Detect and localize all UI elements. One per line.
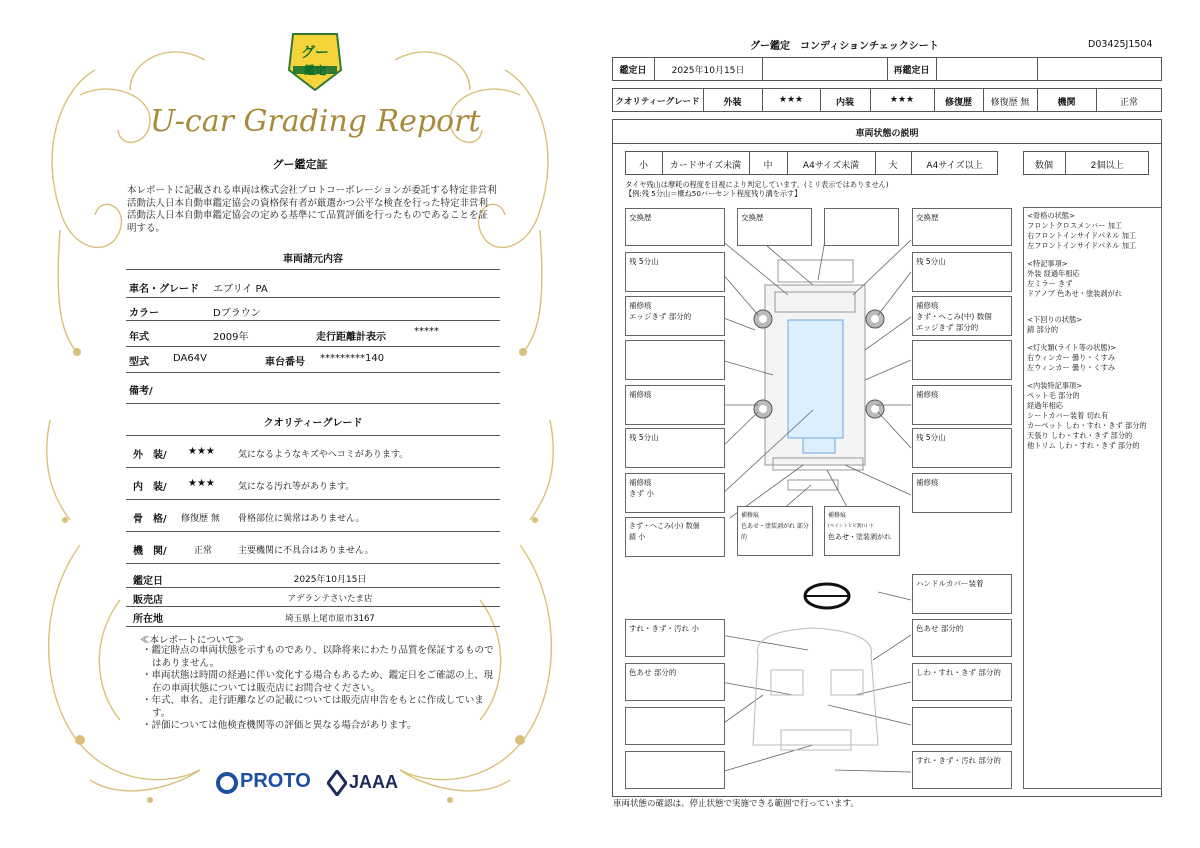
detail-box: [912, 385, 1012, 425]
date-value: 2025年10月15日: [671, 66, 745, 76]
detail-text: きず・へこみ(小) 数個: [629, 522, 700, 530]
note-line: 錆 部分的: [1027, 325, 1059, 334]
detail-box: [625, 473, 725, 513]
divider: [126, 587, 500, 588]
divider: [126, 626, 500, 627]
shop-value: アデランテさいたま店: [287, 594, 373, 604]
note-line: ドアノブ 色あせ・塗装剥がれ: [1027, 289, 1122, 298]
jaaa-logo-icon: [327, 770, 347, 796]
int-label: 内装: [835, 98, 854, 108]
divider: [126, 435, 500, 436]
detail-text: きず 小: [629, 489, 654, 498]
note-item: ・年式、車名、走行距離などの記載については販売店申告をもとに作成しています。: [142, 695, 484, 719]
legend-big-value: A4サイズ以上: [926, 161, 983, 171]
notes-list: [142, 645, 497, 733]
note-line: フロントクロスメンバー 加工: [1027, 221, 1123, 230]
exterior-label: 外 装/: [133, 450, 167, 461]
special-notes-panel: [1023, 207, 1162, 789]
year-value: 2009年: [213, 332, 249, 343]
footer-note: 車両状態の確認は、停止状態で実施できる範囲で行っています。: [613, 799, 859, 809]
divider: [126, 499, 500, 500]
location-value: 埼玉県上尾市原市3167: [285, 614, 375, 624]
mileage-label: 走行距離計表示: [316, 332, 386, 343]
divider: [126, 563, 500, 564]
divider: [126, 606, 500, 607]
detail-text: 残 5分山: [629, 433, 659, 442]
detail-text: (ペイントヒビ割れ) 小: [828, 524, 874, 529]
note-line: <特記事項>: [1027, 259, 1068, 268]
detail-text: 補修痕: [916, 478, 939, 487]
remarks-label: 備考/: [129, 386, 153, 397]
section-title: 車両状態の説明: [855, 129, 919, 139]
note-line: シートカバー装着 切れ有: [1027, 411, 1109, 420]
note-line: 左フロントインサイドパネル 加工: [1027, 241, 1137, 250]
detail-text: 交換歴: [916, 213, 939, 222]
shop-label: 販売店: [133, 595, 163, 606]
detail-text: 交換歴: [741, 213, 764, 222]
divider: [126, 372, 500, 373]
detail-box: [912, 208, 1012, 246]
note-line: <灯火類(ライト等の状態)>: [1027, 343, 1117, 352]
date-value: 2025年10月15日: [293, 575, 367, 585]
engine-label: 機関: [1057, 98, 1076, 108]
detail-box: [912, 663, 1012, 701]
detail-box: [737, 506, 813, 556]
detail-text: ハンドルカバー装着: [916, 579, 984, 588]
detail-box: [625, 385, 725, 425]
engine-value: 正常: [194, 546, 213, 556]
interior-label: 内 装/: [133, 482, 167, 493]
detail-text: 補修痕: [629, 478, 652, 487]
chassis-value: *********140: [320, 353, 385, 364]
detail-text: エッジきず 部分的: [916, 323, 979, 332]
note-line: 他トリム しわ・すれ・きず 部分的: [1027, 441, 1140, 450]
engine-text: 主要機関に不具合はありません。: [238, 546, 374, 556]
note-line: ペット毛 部分的: [1027, 391, 1080, 400]
exterior-stars: ★★★: [188, 446, 215, 457]
chassis-label: 車台番号: [265, 357, 305, 368]
qg-label: クオリティーグレード: [615, 97, 700, 107]
divider: [126, 320, 500, 321]
detail-box: [625, 663, 725, 701]
date-label: 鑑定日: [133, 576, 163, 587]
repair-value: 修復歴 無: [990, 98, 1030, 108]
detail-box: [912, 428, 1012, 468]
detail-box: [625, 340, 725, 380]
legend-mid: 中: [763, 161, 773, 171]
detail-box: [625, 619, 725, 657]
badge-top-text: グー: [301, 45, 329, 61]
detail-text: 補修痕: [828, 512, 847, 519]
date-label: 鑑定日: [619, 66, 647, 76]
legend-mid-value: A4サイズ未満: [802, 161, 860, 171]
frame-text: 骨格部位に異常はありません。: [238, 514, 365, 524]
detail-box: [824, 506, 900, 556]
divider: [126, 269, 500, 270]
legend-big: 大: [888, 161, 898, 171]
name-label: 車名・グレード: [129, 284, 199, 295]
frame-label: 骨 格/: [133, 514, 167, 525]
legend-small: 小: [638, 161, 648, 171]
mileage-value: *****: [414, 326, 439, 337]
detail-text: 補修痕: [916, 390, 939, 399]
detail-box: [912, 707, 1012, 745]
divider: [126, 403, 500, 404]
detail-box: [737, 208, 812, 246]
detail-text: 残 5分山: [916, 433, 946, 442]
detail-box: [625, 751, 725, 789]
note-line: 右ウィンカー 曇り・くすみ: [1027, 353, 1116, 362]
detail-box: [912, 574, 1012, 614]
divider: [126, 346, 500, 347]
name-value: エブリイ PA: [213, 284, 268, 295]
legend-count-value: 2個以上: [1090, 161, 1124, 171]
detail-text: 色あせ 部分的: [916, 624, 964, 633]
note-line: <内装特記事項>: [1027, 381, 1083, 390]
detail-box: [625, 517, 725, 557]
detail-box: [912, 751, 1012, 789]
note-line: カーペット しわ・すれ・きず 部分的: [1027, 421, 1147, 430]
exterior-text: 気になるようなキズやヘコミがあります。: [238, 450, 409, 460]
script-title: U-car Grading Report: [150, 104, 481, 139]
divider: [126, 467, 500, 468]
repair-label: 修復歴: [944, 98, 972, 108]
note-line: <骨格の状態>: [1027, 211, 1075, 220]
detail-text: しわ・すれ・きず 部分的: [916, 668, 1001, 677]
document-id: D03425J1504: [1088, 39, 1153, 50]
divider: [126, 531, 500, 532]
note-line: 右フロントインサイドパネル 加工: [1027, 231, 1137, 240]
jaaa-logo-text: JAAA: [349, 772, 399, 792]
intro-text: 本レポートに記載される車両は株式会社プロトコーポレーションが委託する特定非営利活動法人日本自動車鑑定協会の資格保有者が厳選かつ公平な検査を行った特定非営利活動法人日本自動車鑑定協会の定める基準にて品質評価を行ったものであることを証明する。: [127, 185, 497, 234]
proto-logo-text: PROTO: [240, 770, 311, 792]
detail-text: 色あせ・塗装剥がれ: [828, 533, 891, 541]
note-item: ・鑑定時点の車両状態を示すものであり、以降将来にわたり品質を保証するものではありません。: [142, 645, 494, 669]
detail-text: 残 5分山: [916, 257, 946, 266]
year-label: 年式: [129, 332, 149, 343]
engine-label: 機 関/: [133, 546, 167, 557]
location-label: 所在地: [133, 614, 163, 625]
detail-text: 補修痕: [916, 301, 939, 310]
reinspection-label: 再鑑定日: [893, 66, 930, 76]
detail-text: きず・へこみ(中) 数個: [916, 312, 992, 321]
detail-text: 補修痕: [629, 301, 652, 310]
note-line: 天張り しわ・すれ・きず 部分的: [1027, 431, 1133, 440]
detail-box: [912, 252, 1012, 292]
detail-text: 補修痕: [741, 512, 760, 519]
detail-box: [824, 208, 899, 246]
condition-check-sheet: [600, 0, 1200, 848]
detail-text: エッジきず 部分的: [629, 312, 692, 321]
note-line: <下回りの状態>: [1027, 315, 1083, 324]
cert-title: グー鑑定証: [272, 158, 328, 171]
detail-box: [912, 340, 1012, 380]
detail-text: すれ・きず・汚れ 部分的: [916, 756, 1001, 765]
detail-box: [625, 707, 725, 745]
engine-value: 正常: [1119, 98, 1138, 108]
badge-bottom-text: 鑑定: [304, 64, 326, 77]
ext-stars: ★★★: [778, 95, 804, 105]
model-value: DA64V: [173, 353, 207, 364]
detail-box: [625, 252, 725, 292]
model-label: 型式: [129, 357, 149, 368]
proto-logo-icon: [216, 772, 238, 794]
divider: [126, 297, 500, 298]
legend-count: 数個: [1034, 161, 1053, 171]
detail-text: 交換歴: [629, 213, 652, 222]
note-line: 左ミラー きず: [1027, 279, 1073, 288]
legend-small-value: カードサイズ未満: [669, 161, 742, 171]
interior-text: 気になる汚れ等があります。: [238, 482, 355, 492]
color-label: カラー: [129, 308, 159, 319]
detail-box: [912, 296, 1012, 336]
detail-text: 色あせ・塗装剥がれ 部分的: [741, 523, 809, 541]
notes-title: ≪本レポートについて≫: [140, 635, 245, 646]
sheet-title: グー鑑定 コンディションチェックシート: [750, 41, 939, 52]
note-line: 外装 経過年相応: [1027, 269, 1080, 278]
tire-example: 【例:残 5分山＝概ね50パーセント程度残り溝を示す】: [625, 189, 802, 198]
note-line: 左ウィンカー 曇り・くすみ: [1027, 363, 1116, 372]
quality-title: クオリティーグレード: [263, 418, 363, 429]
detail-text: 錆 小: [629, 533, 646, 541]
spec-title: 車両諸元内容: [283, 254, 343, 265]
detail-box: [625, 428, 725, 468]
note-line: 経過年相応: [1027, 401, 1063, 410]
detail-box: [912, 473, 1012, 513]
note-item: ・車両状態は時間の経過に伴い変化する場合もあるため、鑑定日をご確認の上、現在の車両状態については販売店にお問合せください。: [142, 670, 494, 694]
interior-stars: ★★★: [188, 478, 215, 489]
color-value: Dブラウン: [213, 308, 261, 319]
detail-text: 色あせ 部分的: [629, 668, 677, 677]
detail-text: 補修痕: [629, 390, 652, 399]
detail-text: すれ・きず・汚れ 小: [629, 624, 699, 633]
note-item: ・評価については他検査機関等の評価と異なる場合があります。: [142, 720, 417, 731]
ext-label: 外装: [723, 98, 742, 108]
int-stars: ★★★: [889, 95, 915, 105]
detail-box: [625, 208, 725, 246]
tire-note: タイヤ残山は摩耗の程度を目視により判定しています。(ミリ表示ではありません): [625, 180, 889, 189]
detail-box: [912, 619, 1012, 657]
detail-text: 残 5分山: [629, 257, 659, 266]
detail-box: [625, 296, 725, 336]
frame-value: 修復歴 無: [181, 514, 220, 524]
